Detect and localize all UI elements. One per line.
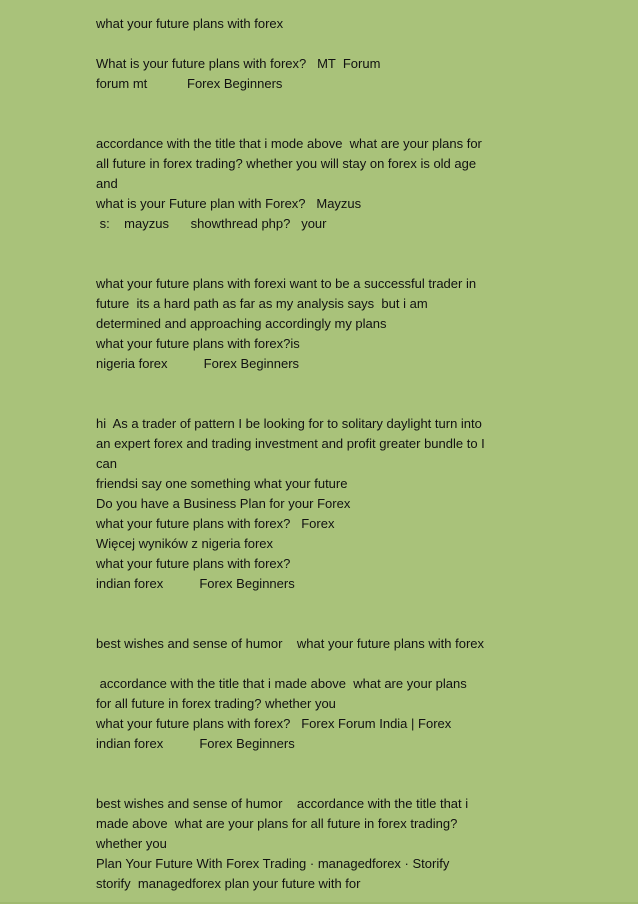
text-line: indian forex Forex Beginners xyxy=(96,576,295,591)
text-line: Więcej wyników z nigeria forex xyxy=(96,536,274,551)
text-line: future its a hard path as far as my analysis says but i am xyxy=(96,296,428,311)
text-block xyxy=(96,634,546,654)
text-line: what your future plans with forex xyxy=(96,16,284,31)
paragraph-gap xyxy=(96,594,546,634)
text-line: made above what are your plans for all future in forex trading? xyxy=(96,816,458,831)
text-line: what your future plans with forex? Forex xyxy=(96,516,335,531)
text-line: what your future plans with forex?is xyxy=(96,336,300,351)
text-line: nigeria forex Forex Beginners xyxy=(96,356,300,371)
paragraph-gap xyxy=(96,234,546,274)
text-line: and xyxy=(96,176,118,191)
text-line: all future in forex trading? whether you will stay on forex is old age xyxy=(96,156,477,171)
text-block xyxy=(96,674,546,754)
text-block xyxy=(96,794,546,894)
paragraph-gap xyxy=(96,94,546,134)
text-line: Plan Your Future With Forex Trading · managedforex · Storify xyxy=(96,856,450,871)
text-line: what your future plans with forexi want to be a successful trader in xyxy=(96,276,477,291)
text-line: what is your Future plan with Forex? Mayzus xyxy=(96,196,362,211)
text-block xyxy=(96,54,546,94)
text-block xyxy=(96,274,546,374)
text-line: what your future plans with forex? xyxy=(96,556,291,571)
text-line: best wishes and sense of humor what your future plans with forex xyxy=(96,636,485,651)
paragraph-gap xyxy=(96,654,546,674)
text-line: hi As a trader of pattern I be looking for to solitary daylight turn into xyxy=(96,416,482,431)
text-block xyxy=(96,414,546,594)
text-block xyxy=(96,134,546,234)
text-line: what your future plans with forex? Forex Forum India | Forex xyxy=(96,716,452,731)
paragraph-gap xyxy=(96,754,546,794)
text-line: whether you xyxy=(96,836,167,851)
text-line: for all future in forex trading? whether you xyxy=(96,696,336,711)
paragraph-gap xyxy=(96,374,546,414)
text-line: indian forex Forex Beginners xyxy=(96,736,295,751)
text-line: storify managedforex plan your future with for xyxy=(96,876,361,891)
text-line: can xyxy=(96,456,117,471)
text-line: an expert forex and trading investment and profit greater bundle to I xyxy=(96,436,485,451)
text-line: accordance with the title that i mode above what are your plans for xyxy=(96,136,482,151)
text-line: best wishes and sense of humor accordance with the title that i xyxy=(96,796,469,811)
text-block xyxy=(96,14,546,34)
text-line: friendsi say one something what your future xyxy=(96,476,348,491)
text-line: accordance with the title that i made above what are your plans xyxy=(96,676,467,691)
document-body xyxy=(96,14,546,894)
paragraph-gap xyxy=(96,34,546,54)
text-line: s: mayzus showthread php? your xyxy=(96,216,327,231)
text-line: forum mt Forex Beginners xyxy=(96,76,283,91)
text-line: Do you have a Business Plan for your Forex xyxy=(96,496,351,511)
text-line: What is your future plans with forex? MT Forum xyxy=(96,56,381,71)
text-line: determined and approaching accordingly my plans xyxy=(96,316,387,331)
